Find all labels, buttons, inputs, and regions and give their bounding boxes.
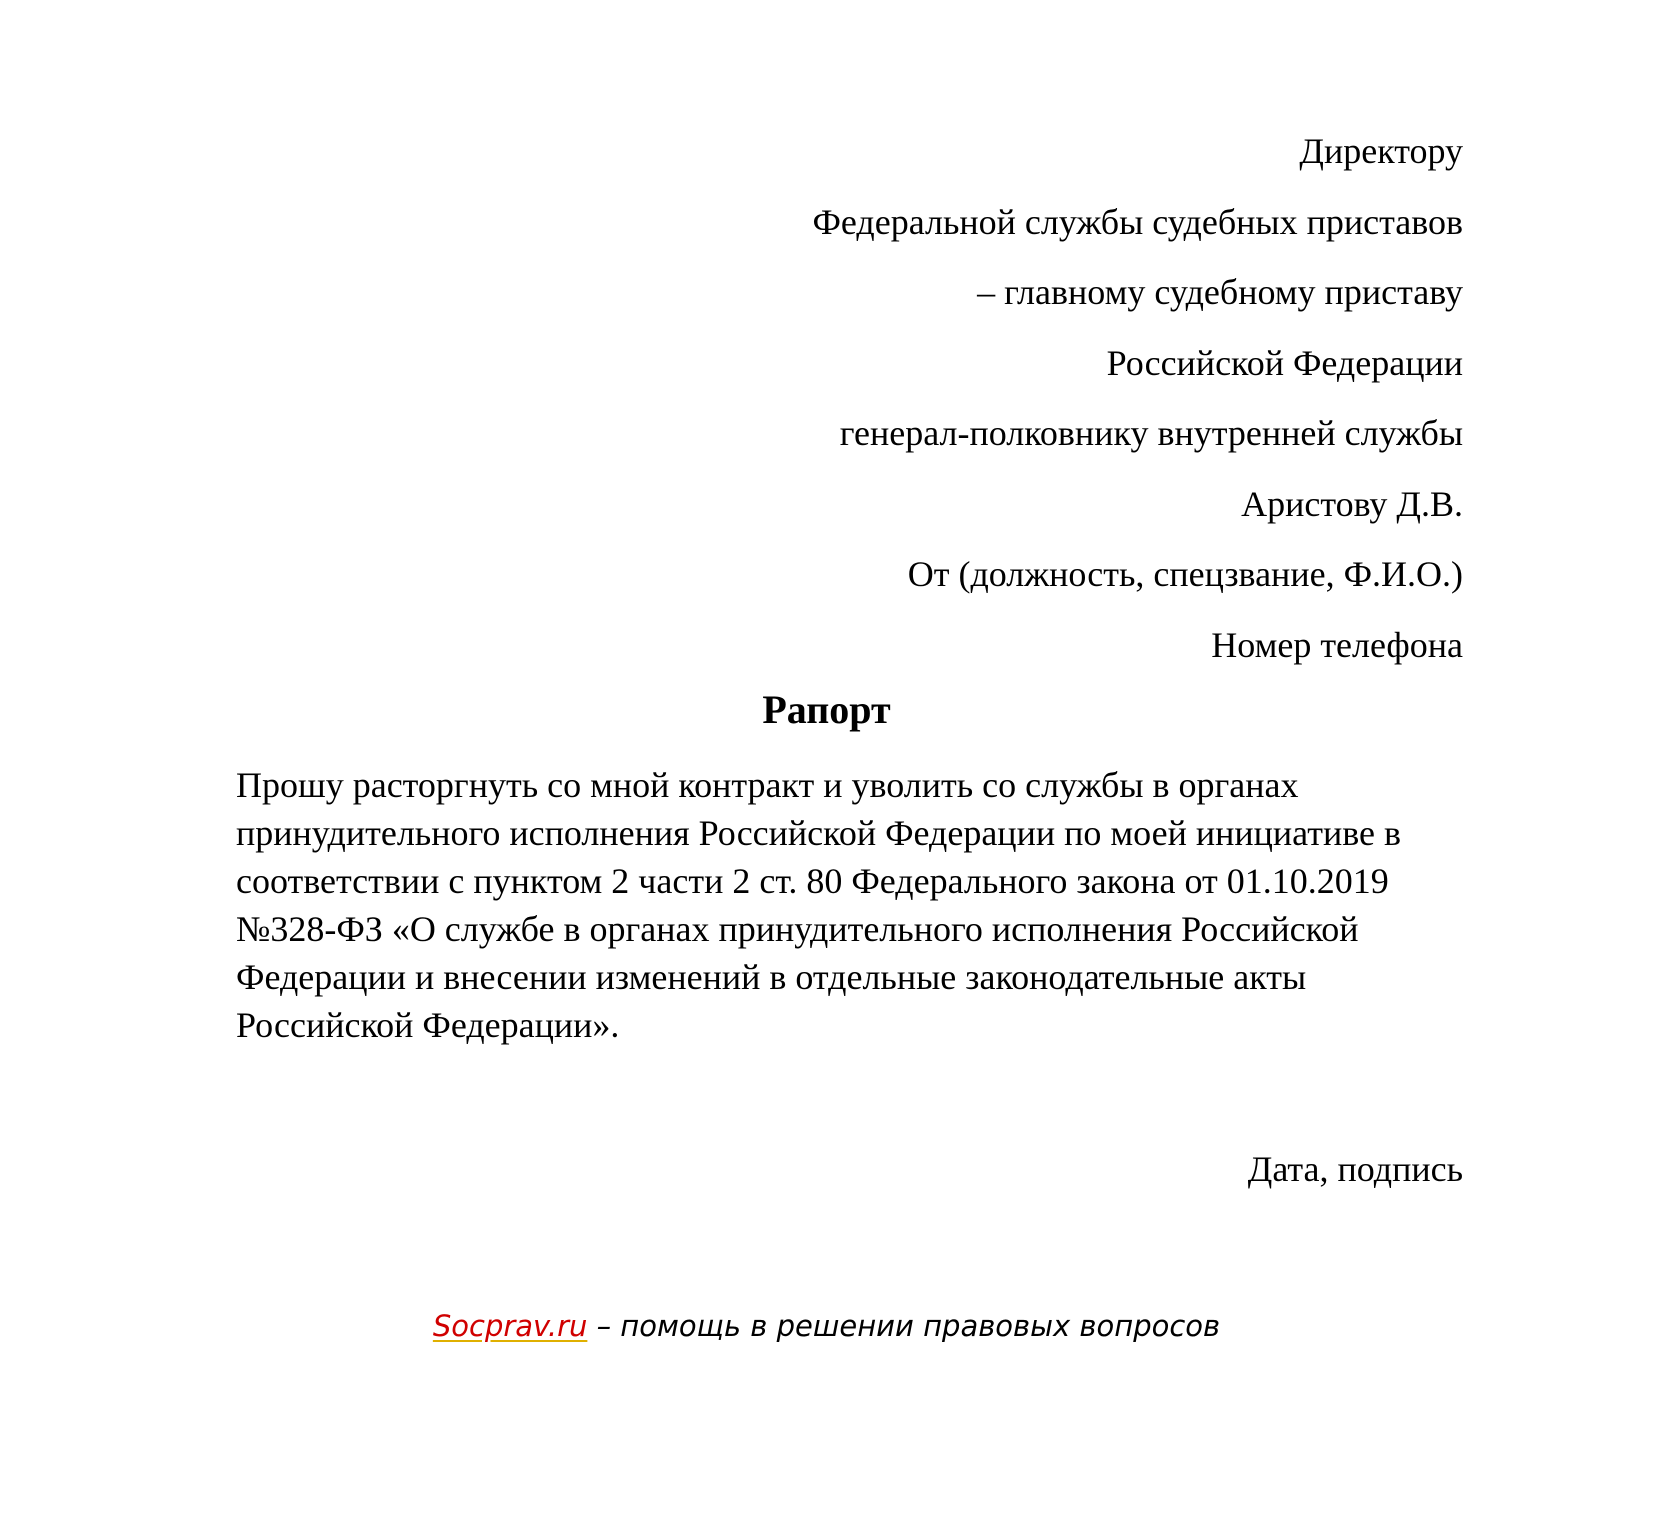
phone-line: Номер телефона xyxy=(1211,624,1463,665)
addressee-line: Аристову Д.В. xyxy=(1241,483,1463,524)
body-line: Российской Федерации». xyxy=(236,1005,620,1045)
addressee-line: Российской Федерации xyxy=(1106,342,1463,383)
addressee-line: Федеральной службы судебных приставов xyxy=(812,201,1463,242)
document-body xyxy=(236,761,1526,1049)
footer-tagline: – помощь в решении правовых вопросов xyxy=(587,1309,1221,1343)
sender-line: От (должность, спецзвание, Ф.И.О.) xyxy=(907,554,1463,594)
addressee-block xyxy=(563,116,1463,680)
addressee-line: генерал-полковнику внутренней службы xyxy=(839,413,1463,453)
body-line: Прошу расторгнуть со мной контракт и уволить со службы в органах xyxy=(236,765,1299,805)
addressee-line: Директору xyxy=(1299,131,1463,171)
document-title: Рапорт xyxy=(762,687,891,732)
footer xyxy=(0,1306,1653,1346)
date-signature: Дата, подпись xyxy=(1247,1149,1463,1189)
body-line: принудительного исполнения Российской Федерации по моей инициативе в xyxy=(236,813,1401,853)
body-line: №328-ФЗ «О службе в органах принудительного исполнения Российской xyxy=(236,909,1359,949)
addressee-line: – главному судебному приставу xyxy=(977,272,1463,312)
body-line: соответствии с пунктом 2 части 2 ст. 80 Федерального закона от 01.10.2019 xyxy=(236,861,1389,901)
site-link[interactable]: Socprav.ru xyxy=(432,1309,588,1343)
body-line: Федерации и внесении изменений в отдельные законодательные акты xyxy=(236,957,1307,997)
